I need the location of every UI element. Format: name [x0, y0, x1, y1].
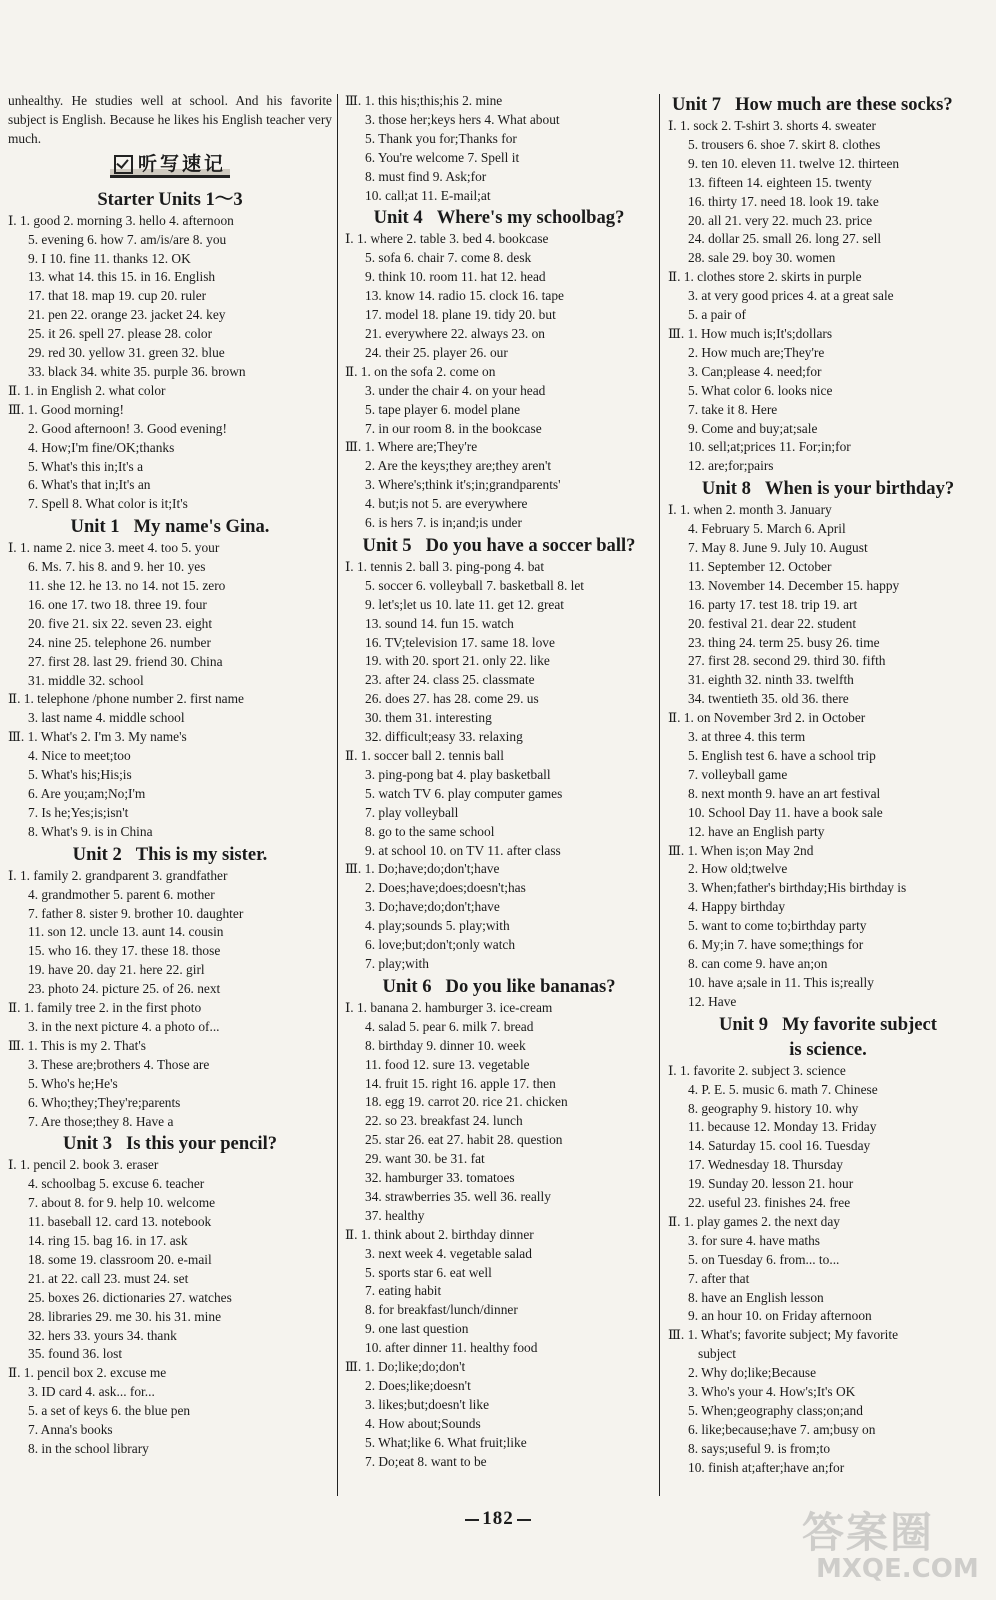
answer-line: Ⅲ. 1. this his;this;his 2. mine — [345, 93, 503, 108]
answer-line: Ⅱ. 1. in English 2. what color — [8, 382, 166, 398]
answer-line: 7. father 8. sister 9. brother 10. daughter — [28, 905, 244, 921]
answer-line: 8. in the school library — [28, 1441, 149, 1456]
answer-line: 16. thirty 17. need 18. look 19. take — [688, 193, 879, 209]
answer-line: 20. festival 21. dear 22. student — [688, 615, 857, 631]
answer-line: 7. Are those;they 8. Have a — [28, 1113, 174, 1129]
answer-line: 19. with 20. sport 21. only 22. like — [365, 653, 550, 669]
answer-line: Ⅲ. 1. Good morning! — [8, 401, 124, 417]
column-divider — [337, 94, 338, 1496]
answer-line: 10. after dinner 11. healthy food — [365, 1340, 538, 1356]
answer-line: 6. Who;they;They're;parents — [28, 1094, 181, 1110]
answer-line: 12. are;for;pairs — [688, 458, 774, 474]
answer-line: 34. twentieth 35. old 36. there — [688, 691, 849, 707]
answer-line: 2. Good afternoon! 3. Good evening! — [28, 420, 227, 436]
answer-line: 8. What's 9. is in China — [28, 823, 153, 839]
answer-line: 35. found 36. lost — [28, 1346, 123, 1362]
answer-line: 8. have an English lesson — [688, 1289, 824, 1305]
answer-line: 3. Can;please 4. need;for — [688, 363, 822, 379]
answer-line: 3. Do;have;do;don't;have — [365, 899, 500, 915]
answer-line: Ⅲ. 1. What's; favorite subject; My favorite — [668, 1327, 899, 1343]
answer-line: Ⅲ. 1. What's 2. I'm 3. My name's — [8, 729, 187, 745]
answer-line: 5. watch TV 6. play computer games — [365, 785, 563, 801]
answer-line: 33. black 34. white 35. purple 36. brown — [28, 363, 246, 379]
unit-heading: Unit 7 How much are these socks? — [672, 94, 953, 115]
unit-heading: Unit 2 This is my sister. — [72, 843, 268, 865]
answer-line: 3. at three 4. this term — [688, 729, 806, 745]
answer-line: 9. I 10. fine 11. thanks 12. OK — [28, 250, 191, 266]
answer-line: 25. star 26. eat 27. habit 28. question — [365, 1132, 563, 1148]
answer-line: 5. When;geography class;on;and — [688, 1403, 863, 1418]
answer-line: 8. go to the same school — [365, 823, 495, 839]
answer-line: 19. have 20. day 21. here 22. girl — [28, 962, 205, 978]
answer-line: 6. love;but;don't;only watch — [365, 937, 516, 953]
answer-line: Ⅰ. 1. good 2. morning 3. hello 4. afternoon — [8, 212, 234, 228]
answer-line: 7. eating habit — [365, 1283, 442, 1299]
answer-line: 11. September 12. October — [688, 558, 832, 574]
answer-line: 10. have a;sale in 11. This is;really — [688, 974, 874, 990]
answer-line: 14. Saturday 15. cool 16. Tuesday — [688, 1138, 871, 1154]
answer-line: 11. son 12. uncle 13. aunt 14. cousin — [28, 924, 224, 940]
answer-line: Ⅰ. 1. where 2. table 3. bed 4. bookcase — [345, 231, 549, 247]
answer-line: 5. want to come to;birthday party — [688, 918, 867, 934]
answer-line: 18. egg 19. carrot 20. rice 21. chicken — [365, 1094, 568, 1110]
answer-line: 6. What's that in;It's an — [28, 477, 151, 493]
answer-line: 4. play;sounds 5. play;with — [365, 918, 510, 934]
answer-line: 8. geography 9. history 10. why — [688, 1100, 859, 1116]
answer-line: 24. their 25. player 26. our — [365, 344, 508, 360]
unit-heading: Unit 8 When is your birthday? — [701, 478, 955, 500]
answer-line: Ⅰ. 1. pencil 2. book 3. eraser — [8, 1157, 159, 1173]
answer-line: 28. libraries 29. me 30. his 31. mine — [28, 1308, 222, 1324]
answer-line: Ⅱ. 1. on the sofa 2. come on — [345, 363, 496, 379]
answer-line: 29. want 30. be 31. fat — [365, 1151, 485, 1167]
answer-line: 6. My;in 7. have some;things for — [688, 937, 864, 953]
answer-line: 4. schoolbag 5. excuse 6. teacher — [28, 1176, 205, 1192]
answer-line: Ⅱ. 1. soccer ball 2. tennis ball — [345, 748, 504, 763]
continued-paragraph: unhealthy. He studies well at school. And his favorite subject is English. Because he likes his English teacher very much. — [8, 93, 332, 146]
answer-line: 11. baseball 12. card 13. notebook — [28, 1214, 212, 1230]
answer-line: 4. P. E. 5. music 6. math 7. Chinese — [688, 1081, 878, 1097]
answer-line: 5. on Tuesday 6. from... to... — [688, 1251, 840, 1267]
answer-line: subject — [698, 1346, 736, 1362]
answer-line: 31. eighth 32. ninth 33. twelfth — [688, 672, 854, 688]
answer-line: Ⅲ. 1. Where are;They're — [345, 439, 478, 455]
answer-line: 13. fifteen 14. eighteen 15. twenty — [688, 174, 872, 190]
answer-line: 5. sports star 6. eat well — [365, 1264, 492, 1280]
answer-line: 3. under the chair 4. on your head — [365, 382, 546, 398]
answer-line: 30. them 31. interesting — [365, 710, 492, 726]
answer-line: 3. likes;but;doesn't like — [365, 1396, 490, 1412]
unit-heading: Unit 4 Where's my schoolbag? — [373, 207, 625, 229]
answer-line: 7. take it 8. Here — [688, 401, 778, 417]
answer-line: 20. all 21. very 22. much 23. price — [688, 212, 873, 228]
answer-line: 7. Spell 8. What color is it;It's — [28, 496, 188, 512]
answer-line: 10. call;at 11. E-mail;at — [365, 187, 491, 203]
answer-line: 6. Ms. 7. his 8. and 9. her 10. yes — [28, 559, 206, 575]
answer-line: 37. healthy — [365, 1207, 425, 1223]
answer-line: 3. ID card 4. ask... for... — [28, 1384, 155, 1400]
answer-line: 25. boxes 26. dictionaries 27. watches — [28, 1289, 232, 1305]
answer-line: 3. for sure 4. have maths — [688, 1232, 821, 1248]
answer-line: 7. Anna's books — [28, 1422, 113, 1438]
answer-line: 4. Happy birthday — [688, 899, 786, 915]
answer-line: Ⅲ. 1. This is my 2. That's — [8, 1037, 146, 1053]
answer-line: 5. What color 6. looks nice — [688, 382, 833, 398]
answer-line: Ⅰ. 1. when 2. month 3. January — [668, 502, 832, 518]
answer-line: 16. TV;television 17. same 18. love — [365, 634, 555, 650]
answer-line: 3. Where's;think it's;in;grandparents' — [365, 477, 561, 493]
column-divider — [659, 94, 660, 1496]
section-header — [8, 152, 332, 183]
answer-line: 9. one last question — [365, 1321, 469, 1337]
answer-line: 3. ping-pong bat 4. play basketball — [365, 766, 551, 782]
answer-line: 2. How old;twelve — [688, 861, 788, 877]
answer-column-2 — [345, 92, 653, 1472]
answer-line: 9. at school 10. on TV 11. after class — [365, 842, 561, 858]
answer-line: 5. Thank you for;Thanks for — [365, 130, 517, 146]
answer-line: 6. like;because;have 7. am;busy on — [688, 1421, 876, 1437]
answer-line: Ⅰ. 1. family 2. grandparent 3. grandfather — [8, 867, 228, 883]
answer-line: 11. food 12. sure 13. vegetable — [365, 1056, 530, 1072]
answer-line: 5. What;like 6. What fruit;like — [365, 1434, 527, 1450]
answer-line: 23. photo 24. picture 25. of 26. next — [28, 981, 221, 997]
answer-column-1 — [8, 92, 332, 1459]
answer-line: Ⅰ. 1. sock 2. T-shirt 3. shorts 4. sweater — [668, 118, 876, 133]
answer-line: Ⅲ. 1. When is;on May 2nd — [668, 842, 814, 858]
answer-line: 20. five 21. six 22. seven 23. eight — [28, 615, 213, 631]
page-number: 182 — [0, 1508, 996, 1530]
answer-line: Ⅲ. 1. Do;have;do;don't;have — [345, 861, 500, 877]
answer-line: 17. that 18. map 19. cup 20. ruler — [28, 288, 207, 304]
answer-line: 21. everywhere 22. always 23. on — [365, 325, 545, 341]
answer-line: 7. May 8. June 9. July 10. August — [688, 540, 868, 556]
answer-line: 9. an hour 10. on Friday afternoon — [688, 1308, 872, 1324]
answer-line: 14. fruit 15. right 16. apple 17. then — [365, 1075, 556, 1091]
answer-line: 3. When;father's birthday;His birthday is — [688, 880, 907, 896]
answer-line: 32. hers 33. yours 34. thank — [28, 1327, 177, 1343]
section-title — [110, 152, 230, 178]
check-icon — [114, 155, 133, 174]
answer-line: 5. a pair of — [688, 307, 747, 323]
answer-line: Ⅲ. 1. How much is;It's;dollars — [668, 325, 833, 341]
answer-line: Ⅱ. 1. on November 3rd 2. in October — [668, 710, 866, 726]
answer-line: 24. dollar 25. small 26. long 27. sell — [688, 231, 882, 247]
answer-line: 9. ten 10. eleven 11. twelve 12. thirteen — [688, 155, 900, 171]
answer-line: 9. think 10. room 11. hat 12. head — [365, 269, 546, 285]
answer-line: 6. Are you;am;No;I'm — [28, 786, 146, 801]
unit-heading: Unit 1 My name's Gina. — [70, 516, 270, 538]
answer-line: 5. soccer 6. volleyball 7. basketball 8. let — [365, 577, 585, 593]
answer-line: 6. is hers 7. is in;and;is under — [365, 515, 522, 531]
answer-line: 3. next week 4. vegetable salad — [365, 1245, 532, 1261]
answer-line: 12. Have — [688, 993, 737, 1009]
answer-line: 13. what 14. this 15. in 16. English — [28, 269, 216, 285]
answer-line: 8. must find 9. Ask;for — [365, 168, 487, 184]
answer-line: 5. evening 6. how 7. am/is/are 8. you — [28, 231, 227, 247]
answer-line: Ⅱ. 1. think about 2. birthday dinner — [345, 1226, 534, 1242]
answer-line: 22. useful 23. finishes 24. free — [688, 1195, 851, 1211]
answer-line: 15. who 16. they 17. these 18. those — [28, 943, 221, 959]
answer-line: 5. tape player 6. model plane — [365, 401, 521, 417]
answer-line: 5. sofa 6. chair 7. come 8. desk — [365, 250, 532, 266]
answer-line: 18. some 19. classroom 20. e-mail — [28, 1251, 212, 1267]
answer-line: 16. one 17. two 18. three 19. four — [28, 596, 207, 612]
answer-line: 32. hamburger 33. tomatoes — [365, 1170, 515, 1186]
answer-line: 34. strawberries 35. well 36. really — [365, 1188, 551, 1204]
answer-line: 5. Who's he;He's — [28, 1075, 118, 1091]
answer-line: 6. You're welcome 7. Spell it — [365, 149, 520, 165]
answer-line: 13. November 14. December 15. happy — [688, 577, 900, 593]
answer-column-3 — [668, 92, 988, 1478]
answer-line: 8. says;useful 9. is from;to — [688, 1440, 831, 1456]
answer-line: Ⅱ. 1. play games 2. the next day — [668, 1213, 840, 1229]
answer-line: Ⅱ. 1. telephone /phone number 2. first name — [8, 691, 244, 707]
answer-line: 7. volleyball game — [688, 766, 788, 782]
answer-line: 27. first 28. last 29. friend 30. China — [28, 653, 223, 669]
unit-heading-continued: is science. — [789, 1038, 867, 1060]
unit-heading: Unit 5 Do you have a soccer ball? — [362, 534, 636, 556]
answer-line: 5. What's his;His;is — [28, 767, 132, 783]
answer-line: 8. birthday 9. dinner 10. week — [365, 1037, 526, 1053]
answer-line: 22. so 23. breakfast 24. lunch — [365, 1113, 523, 1129]
answer-line: 8. can come 9. have an;on — [688, 955, 828, 971]
answer-line: 17. model 18. plane 19. tidy 20. but — [365, 307, 556, 323]
answer-line: 5. trousers 6. shoe 7. skirt 8. clothes — [688, 136, 881, 152]
answer-line: 5. English test 6. have a school trip — [688, 748, 876, 763]
answer-line: 2. Does;like;doesn't — [365, 1378, 471, 1393]
answer-line: 4. salad 5. pear 6. milk 7. bread — [365, 1018, 534, 1034]
answer-line: 5. a set of keys 6. the blue pen — [28, 1403, 191, 1419]
answer-line: Ⅰ. 1. favorite 2. subject 3. science — [668, 1062, 846, 1078]
answer-line: Ⅲ. 1. Do;like;do;don't — [345, 1359, 466, 1375]
answer-line: 4. but;is not 5. are everywhere — [365, 496, 528, 512]
answer-line: 10. sell;at;prices 11. For;in;for — [688, 439, 851, 455]
answer-line: 28. sale 29. boy 30. women — [688, 250, 836, 266]
answer-line: 2. Why do;like;Because — [688, 1365, 817, 1381]
answer-line: 3. at very good prices 4. at a great sale — [688, 288, 894, 304]
answer-line: 19. Sunday 20. lesson 21. hour — [688, 1176, 854, 1192]
section-title-text: 听写速记 — [137, 152, 226, 175]
answer-line: 7. Is he;Yes;is;isn't — [28, 804, 129, 820]
answer-line: Ⅱ. 1. clothes store 2. skirts in purple — [668, 269, 862, 285]
answer-line: 31. middle 32. school — [28, 672, 144, 688]
unit-heading: Unit 9 My favorite subject — [719, 1013, 937, 1035]
answer-line: 23. thing 24. term 25. busy 26. time — [688, 634, 880, 650]
answer-line: 5. What's this in;It's a — [28, 458, 144, 474]
answer-line: 12. have an English party — [688, 823, 825, 839]
answer-line: 4. How about;Sounds — [365, 1415, 481, 1431]
answer-line: 4. Nice to meet;too — [28, 748, 131, 764]
answer-line: 9. let's;let us 10. late 11. get 12. great — [365, 596, 565, 612]
answer-line: 3. These are;brothers 4. Those are — [28, 1056, 210, 1072]
answer-line: 27. first 28. second 29. third 30. fifth — [688, 653, 886, 669]
answer-line: 21. pen 22. orange 23. jacket 24. key — [28, 307, 226, 323]
answer-line: 9. Come and buy;at;sale — [688, 420, 818, 436]
watermark-brand: 答案圈 — [802, 1508, 935, 1557]
answer-line: 8. for breakfast/lunch/dinner — [365, 1302, 518, 1318]
answer-line: Ⅰ. 1. name 2. nice 3. meet 4. too 5. your — [8, 540, 220, 556]
answer-line: 32. difficult;easy 33. relaxing — [365, 729, 523, 745]
unit-heading: Starter Units 1～3 — [97, 188, 243, 210]
answer-line: 7. about 8. for 9. help 10. welcome — [28, 1195, 216, 1211]
answer-line: 11. she 12. he 13. no 14. not 15. zero — [28, 578, 226, 594]
answer-line: 7. in our room 8. in the bookcase — [365, 420, 542, 436]
answer-line: 7. after that — [688, 1270, 750, 1286]
answer-line: 17. Wednesday 18. Thursday — [688, 1157, 843, 1173]
unit-heading: Unit 6 Do you like bananas? — [382, 975, 616, 997]
answer-line: 13. know 14. radio 15. clock 16. tape — [365, 288, 564, 304]
unit-heading: Unit 3 Is this your pencil? — [62, 1133, 278, 1155]
answer-line: 16. party 17. test 18. trip 19. art — [688, 596, 858, 612]
answer-line: 8. next month 9. have an art festival — [688, 785, 881, 801]
answer-line: 21. at 22. call 23. must 24. set — [28, 1270, 189, 1286]
answer-line: Ⅰ. 1. banana 2. hamburger 3. ice-cream — [345, 999, 553, 1015]
answer-line: 14. ring 15. bag 16. in 17. ask — [28, 1233, 188, 1249]
answer-line: 13. sound 14. fun 15. watch — [365, 615, 514, 631]
answer-line: Ⅱ. 1. pencil box 2. excuse me — [8, 1365, 167, 1381]
answer-line: 29. red 30. yellow 31. green 32. blue — [28, 345, 225, 361]
answer-line: 4. February 5. March 6. April — [688, 521, 846, 537]
answer-line: 2. Are the keys;they are;they aren't — [365, 458, 552, 474]
answer-line: 10. School Day 11. have a book sale — [688, 804, 883, 820]
answer-line: 7. play volleyball — [365, 804, 459, 820]
answer-line: 25. it 26. spell 27. please 28. color — [28, 326, 213, 342]
answer-line: 23. after 24. class 25. classmate — [365, 672, 535, 688]
answer-line: 3. last name 4. middle school — [28, 710, 185, 726]
answer-line: 2. How much are;They're — [688, 344, 825, 360]
answer-line: Ⅰ. 1. tennis 2. ball 3. ping-pong 4. bat — [345, 558, 545, 574]
watermark-site: MXQE.COM — [816, 1554, 979, 1584]
watermark-logo — [802, 1500, 982, 1600]
answer-line: 3. in the next picture 4. a photo of... — [28, 1018, 220, 1034]
answer-line: 4. How;I'm fine/OK;thanks — [28, 439, 175, 455]
answer-line: 3. those her;keys hers 4. What about — [365, 111, 560, 127]
answer-line: 24. nine 25. telephone 26. number — [28, 634, 211, 650]
answer-line: 26. does 27. has 28. come 29. us — [365, 691, 539, 707]
answer-line: Ⅱ. 1. family tree 2. in the first photo — [8, 1000, 202, 1016]
answer-line: 7. Do;eat 8. want to be — [365, 1453, 487, 1469]
answer-line: 7. play;with — [365, 955, 429, 971]
answer-line: 4. grandmother 5. parent 6. mother — [28, 886, 215, 902]
answer-line: 2. Does;have;does;doesn't;has — [365, 880, 526, 896]
answer-line: 10. finish at;after;have an;for — [688, 1459, 845, 1475]
answer-line: 11. because 12. Monday 13. Friday — [688, 1119, 877, 1135]
answer-line: 3. Who's your 4. How's;It's OK — [688, 1384, 856, 1400]
